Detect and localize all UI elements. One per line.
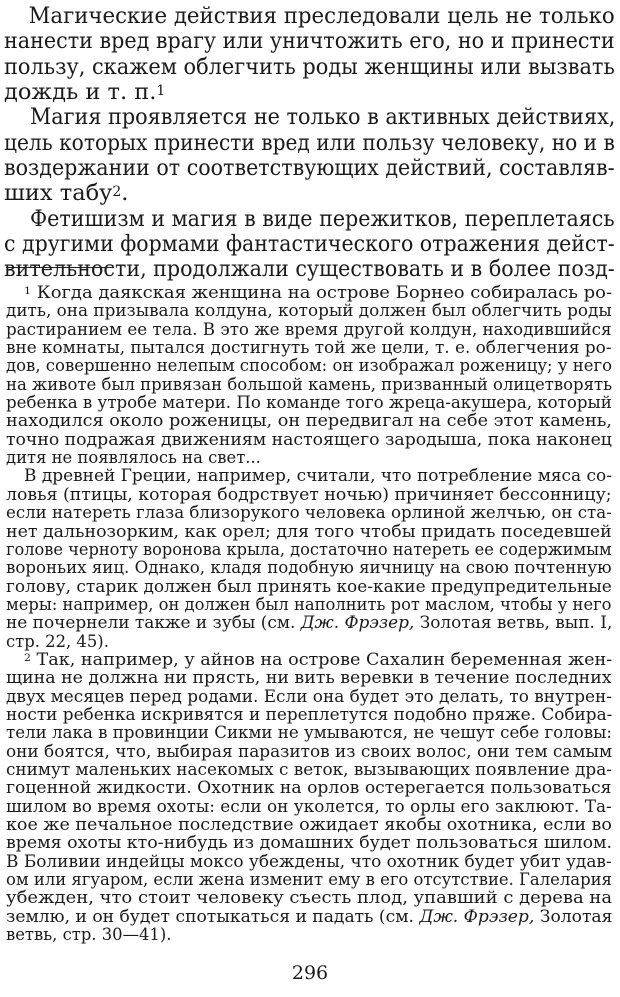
- footnote-line: время охоты кто-нибудь из домашних будет пользоваться шилом.: [6, 833, 613, 853]
- footnote-line: двух месяцев перед родами. Если она будет это делать, то внутрен-: [6, 686, 612, 706]
- text-line: с другими формами фантастического отражения дейст-: [4, 231, 615, 257]
- footnote-line: они боятся, что, выбирая паразитов из своих волос, они тем самым: [6, 741, 613, 761]
- footnote-ref: 2: [112, 183, 122, 200]
- text-line: вительности, продолжали существовать и в более позд-: [4, 256, 615, 282]
- footnote-line: В древней Греции, например, считали, что потребление мяса со-: [24, 466, 612, 486]
- footnote-line: [24, 284, 612, 302]
- footnote-line: голове черноту воронова крыла, достаточно натереть ее содержимым: [6, 539, 612, 559]
- footnote-line: находился около роженицы, он передвигал на себе этот камень,: [6, 411, 612, 431]
- text-segment: ом или ягуаром, если жена изменит ему в его отсутствие. Галелария: [6, 870, 612, 889]
- footnote-line: голову, старик должен был принять кое-какие предупредительные: [6, 576, 612, 596]
- footnote-line: на животе был привязан большой камень, призванный олицетворять: [6, 374, 613, 394]
- footnote-line: вне комнаты, пытался достигнуть той же цели, т. е. облегчения ро-: [6, 338, 612, 357]
- text-line: [4, 80, 165, 105]
- text-line: Магия проявляется не только в активных действиях,: [30, 104, 616, 130]
- text-segment: ших табу: [4, 180, 113, 206]
- footnote-line: щина не должна ни прясть, ни вить веревки в течение последних: [6, 668, 612, 688]
- text-segment: убежден, что стоит человеку съесть плод, упавший с дерева на: [6, 888, 613, 908]
- footnote-line: шилом во время охоты: если он уколется, то орлы его заклюют. Та-: [6, 796, 612, 816]
- text-segment: Золотая: [534, 906, 613, 926]
- footnote-line: дов, совершенно нелепым способом: он изображал роженицу; у него: [6, 356, 613, 376]
- text-segment: Так, например, у айнов на острове Сахалин беременная жен-: [36, 649, 613, 669]
- footnote-line: нет дальнозорким, как орел; для того чтобы придать поседевшей: [6, 521, 612, 541]
- footnote-ref: 1: [156, 82, 166, 99]
- text-segment: не почернели также и зубы (см.: [6, 613, 296, 633]
- footnote-line: дить, она призывала колдуна, который должен был облегчить роды: [6, 301, 612, 321]
- text-line: цель которых принести вред или пользу человеку, но и в: [4, 130, 615, 156]
- footnote-line: [24, 651, 612, 669]
- footnote-line: [6, 889, 612, 907]
- footnote-marker: 2: [24, 652, 31, 664]
- footnote-line: стр. 22, 45).: [6, 631, 109, 651]
- footnote-line: меры: например, он должен был наполнить рот маслом, чтобы у него: [6, 594, 612, 614]
- footnote-line: ребенка в утробе матери. По команде того жреца-акушера, который: [6, 393, 612, 413]
- footnote-line: дитя не появлялось на свет...: [6, 448, 261, 468]
- text-line: ших табу$^2$.: [4, 180, 129, 206]
- footnote-line: [6, 614, 612, 632]
- footnote-line: [6, 871, 612, 889]
- text-line: Магические действия преследовали цель не только: [28, 3, 615, 29]
- footnote-line: [6, 908, 612, 926]
- text-line: Фетишизм и магия в виде пережитков, переплетаясь: [30, 206, 615, 232]
- footnote-line: растиранием ее тела. В это же время другой колдун, находившийся: [6, 319, 612, 339]
- text-line: нанести вред врагу или уничтожить его, но и принести: [4, 28, 615, 54]
- author-name: Дж. Фрэзер,: [300, 613, 415, 633]
- footnote-line: если натереть глаза близорукого человека орлиной желчью, он ста-: [6, 503, 612, 523]
- footnote-line: В Боливии индейцы моксо убеждены, что охотник будет убит удав-: [6, 851, 612, 871]
- text-segment: землю, и он будет спотыкаться и падать (см.: [6, 906, 414, 926]
- footnote-line: точно подражая движениям настоящего зародыша, пока наконец: [6, 429, 612, 449]
- footnote-line: тели лака в провинции Сикми не умываются, не чешут себе головы:: [6, 723, 613, 743]
- footnote-line: ности ребенка искривятся и переплетутся подобно пряже. Собира-: [6, 704, 613, 724]
- footnote-line: [6, 926, 171, 944]
- page-number: 296: [291, 962, 329, 984]
- text-segment: Золотая ветвь, вып. I,: [419, 613, 613, 633]
- footnote-separator: [6, 267, 114, 268]
- author-name: Дж. Фрэзер,: [413, 906, 535, 926]
- footnote-line: снимут маленьких насекомых с веток, вызывающих появление дра-: [6, 759, 612, 779]
- footnote-line: гоценной жидкости. Охотник на орлов остерегается пользоваться: [6, 778, 612, 798]
- text-segment: Когда даякская женщина на острове Борнео собиралась ро-: [36, 283, 613, 302]
- footnote-line: ловья (птицы, которая бодрствует ночью) причиняет бессонницу;: [6, 484, 612, 504]
- footnote-line: вороньих яиц. Однако, кладя подобную яичницу на свою почтенную: [6, 558, 612, 578]
- text-segment: дождь и т. п.: [4, 79, 157, 105]
- footnote-marker: 1: [24, 285, 32, 297]
- text-line: воздержании от соответствующих действий, составляв-: [4, 155, 615, 181]
- text-segment: ветвь, стр. 30—41).: [6, 925, 172, 944]
- text-line: пользу, скажем облегчить роды женщины или вызвать: [4, 54, 615, 80]
- footnote-line: кое же печальное последствие ожидает якобы охотника, если во: [6, 814, 612, 834]
